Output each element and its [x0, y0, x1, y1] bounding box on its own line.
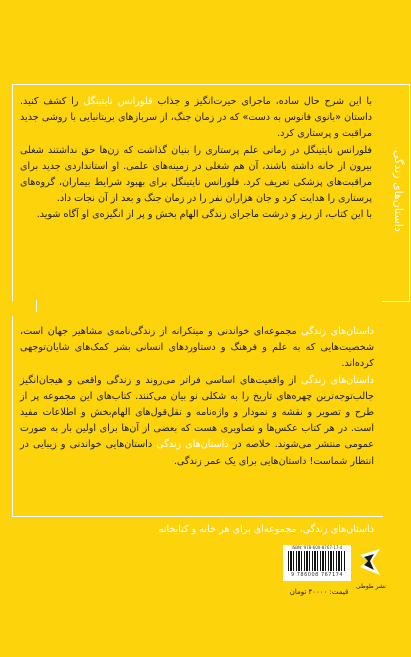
- description-paragraph: [20, 94, 372, 284]
- series-text-1: مجموعه‌ای خواندنی و میتکرانه از زندگی‌نامه‌ی مشاهیر جهان است، شخصیت‌هایی که به علم و فرهنگ و دستاوردهای انسانی بشر کمک‌های شایان‌توجهی کرده‌اند.: [20, 326, 374, 370]
- publisher-name: نشر طوطی: [356, 583, 386, 590]
- isbn-text: ISBN: 978-600-8767-17-4: [291, 545, 343, 550]
- barcode-bars: [288, 551, 346, 571]
- publisher-logo-icon: [356, 545, 384, 581]
- series-text-3: داستان‌هایی خواندنی و زیبایی در انتظار شماست! داستان‌هایی برای یک عمر زندگی.: [20, 439, 374, 467]
- subject-name: فلورانس نایتینگل: [83, 96, 153, 107]
- series-name: داستان‌های زندگی: [301, 374, 374, 386]
- description-lead: با این شرح حال ساده، ماجرای حیرت‌انگیز و جذاب: [152, 96, 372, 107]
- price-label: قیمت: ۴۰۰۰۰ تومان: [289, 588, 349, 596]
- series-name: داستان‌های زندگی: [156, 439, 229, 451]
- series-tagline: داستان‌های زندگی، مجموعه‌ای برای هر خانه و کتابخانه: [158, 524, 374, 535]
- barcode: [283, 545, 351, 581]
- barcode-number: 9 786008 767174: [290, 572, 344, 578]
- series-name: داستان‌های زندگی: [301, 326, 374, 337]
- description-body: فلورانس نایتینگل در زمانی علم پرستاری را بنیان گذاشت که زن‌ها حق نداشتند شغلی بیرون از خانه داشته باشند، آن هم شغلی در زمینه‌های علمی. او استانداردی جدید برای مراقبت‌های پزشکی تعریف کرد. فلورانس نایتینگل برای بهبود شرایط بیماران، گروه‌های پرستاری را هدایت کرد و جان هزاران نفر را در زمان جنگ و بعد از آن نجات داد.: [20, 144, 372, 205]
- divider-tick: [36, 300, 37, 312]
- series-text-2: از واقعیت‌های اساسی فراتر می‌روند و زندگی واقعی و هیجان‌انگیز جالب‌توجه‌ترین چهره‌های تاریخ را به شکلی نو بیان می‌کنند. کتاب‌های این مجموعه پر از طرح و تصویر و نقشه و نمودار و واژه‌نامه و نقل‌قول‌های الهام‌بخش و اطلاعات مفید است. در هر کتاب عکس‌ها و تصاویری هست که بعضی از آن‌ها برای اولین بار به صورت عمومی منتشر می‌شوند. خلاصه در: [20, 374, 374, 451]
- description-closing: با این کتاب، از ریز و درشت ماجرای زندگی الهام بخش و پر از انگیزه‌ی او آگاه شوید.: [36, 209, 372, 221]
- series-paragraph: [20, 324, 374, 524]
- spine-title: داستان‌های زندگی: [392, 150, 405, 232]
- description-rest: را کشف کنید. داستان «بانوی فانوس به دست» که در زمان جنگ، از سربازهای بریتانیایی با روشی جدید مراقبت و پرستاری کرد.: [20, 96, 372, 140]
